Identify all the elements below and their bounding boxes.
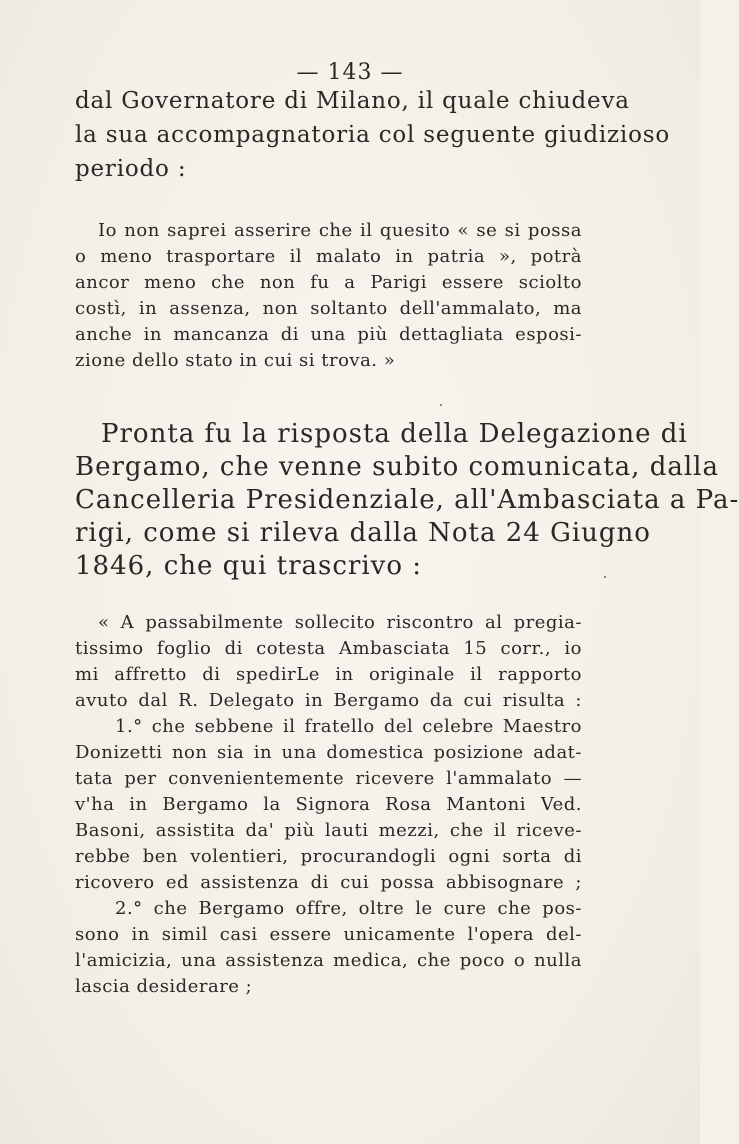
quote1-line-5: anche in mancanza di una più dettagliata esposi- <box>75 324 582 345</box>
quote2-line-15: lascia desiderare ; <box>75 976 253 997</box>
quote1-line-4: costì, in assenza, non soltanto dell'ammalato, ma <box>75 298 582 319</box>
quote1-line-1: Io non saprei asserire che il quesito « se si possa <box>98 220 582 241</box>
print-speck <box>604 576 606 578</box>
para2-line-5: 1846, che qui trascrivo : <box>75 551 423 581</box>
para2-line-3: Cancelleria Presidenziale, all'Ambasciata a Pa- <box>75 485 739 515</box>
quote2-line-6: Donizetti non sia in una domestica posizione adat- <box>75 742 582 763</box>
para2-line-2: Bergamo, che venne subito comunicata, dalla <box>75 452 719 482</box>
quote2-line-9: Basoni, assistita da' più lauti mezzi, che il riceve- <box>75 820 582 841</box>
quote1-line-2: o meno trasportare il malato in patria », potrà <box>75 246 582 267</box>
para1-line-3: periodo : <box>75 156 187 182</box>
quote2-line-7: tata per convenientemente ricevere l'ammalato — <box>75 768 582 789</box>
quote2-line-10: rebbe ben volentieri, procurandogli ogni sorta di <box>75 846 582 867</box>
print-speck <box>440 404 442 406</box>
quote2-line-5: 1.° che sebbene il fratello del celebre Maestro <box>115 716 582 737</box>
quote2-line-1: « A passabilmente sollecito riscontro al pregia- <box>98 612 582 633</box>
quote1-line-3: ancor meno che non fu a Parigi essere sciolto <box>75 272 582 293</box>
quote2-line-11: ricovero ed assistenza di cui possa abbisognare ; <box>75 872 582 893</box>
quote2-line-14: l'amicizia, una assistenza medica, che poco o nulla <box>75 950 582 971</box>
para2-line-1: Pronta fu la risposta della Delegazione di <box>101 419 688 449</box>
para1-line-1: dal Governatore di Milano, il quale chiudeva <box>75 88 630 114</box>
quote2-line-12: 2.° che Bergamo offre, oltre le cure che pos- <box>115 898 582 919</box>
page-number: — 143 — <box>296 60 404 85</box>
quote2-line-8: v'ha in Bergamo la Signora Rosa Mantoni Ved. <box>75 794 582 815</box>
quote2-line-2: tissimo foglio di cotesta Ambasciata 15 corr., io <box>75 638 582 659</box>
quote1-line-6: zione dello stato in cui si trova. » <box>75 350 396 371</box>
quote2-line-4: avuto dal R. Delegato in Bergamo da cui risulta : <box>75 690 582 711</box>
quote2-line-3: mi affretto di spedirLe in originale il rapporto <box>75 664 582 685</box>
para1-line-2: la sua accompagnatoria col seguente giudizioso <box>75 122 670 148</box>
quote2-line-13: sono in simil casi essere unicamente l'opera del- <box>75 924 582 945</box>
para2-line-4: rigi, come si rileva dalla Nota 24 Giugno <box>75 518 651 548</box>
